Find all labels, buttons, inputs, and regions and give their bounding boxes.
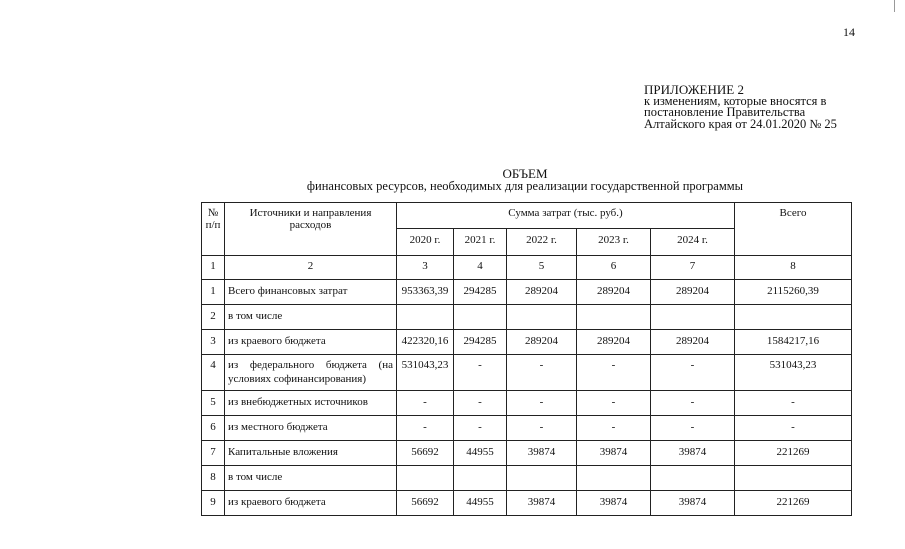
header-year: 2024 г. [651, 229, 735, 256]
row-num: 5 [202, 391, 225, 416]
row-value: - [577, 391, 651, 416]
row-value: 289204 [507, 280, 577, 305]
row-total [735, 466, 852, 491]
table-row [202, 491, 852, 516]
row-value: 294285 [454, 330, 507, 355]
row-value: 56692 [397, 491, 454, 516]
row-value: 289204 [507, 330, 577, 355]
appendix-line: постановление Правительства [644, 105, 806, 119]
row-value: - [651, 416, 735, 441]
table-row [202, 391, 852, 416]
row-name: Всего финансовых затрат [225, 280, 397, 305]
header-year: 2021 г. [454, 229, 507, 256]
row-num: 3 [202, 330, 225, 355]
row-total: 2115260,39 [735, 280, 852, 305]
table-row [202, 305, 852, 330]
row-value: 289204 [651, 330, 735, 355]
row-value: 44955 [454, 441, 507, 466]
header-sum: Сумма затрат (тыс. руб.) [397, 203, 735, 229]
row-num: 7 [202, 441, 225, 466]
row-value: 289204 [577, 330, 651, 355]
page-number: 14 [843, 25, 855, 39]
row-value: - [397, 416, 454, 441]
header-year: 2023 г. [577, 229, 651, 256]
row-name: в том числе [225, 305, 397, 330]
row-value: - [577, 416, 651, 441]
column-index: 8 [735, 256, 852, 280]
row-value: - [651, 355, 735, 391]
row-name: из федерального бюджета (на условиях софинансирования) [225, 355, 397, 391]
row-value: - [577, 355, 651, 391]
table-row [202, 416, 852, 441]
header-year: 2020 г. [397, 229, 454, 256]
row-value [651, 305, 735, 330]
financial-table [201, 202, 852, 516]
row-num: 2 [202, 305, 225, 330]
appendix-line: к изменениям, которые вносятся в [644, 93, 827, 108]
row-value: - [454, 416, 507, 441]
row-value [397, 466, 454, 491]
row-value [454, 466, 507, 491]
column-index: 1 [202, 256, 225, 280]
row-total: 1584217,16 [735, 330, 852, 355]
row-name: из краевого бюджета [225, 330, 397, 355]
appendix-title: ПРИЛОЖЕНИЕ 2 [644, 82, 744, 97]
row-value [577, 305, 651, 330]
column-index: 6 [577, 256, 651, 280]
row-value: - [507, 416, 577, 441]
appendix-line: Алтайского края от 24.01.2020 № 25 [644, 116, 837, 131]
row-value: 953363,39 [397, 280, 454, 305]
row-value: 422320,16 [397, 330, 454, 355]
row-value: - [507, 391, 577, 416]
header-row [202, 203, 852, 229]
row-value: 294285 [454, 280, 507, 305]
table-row [202, 466, 852, 491]
row-num: 6 [202, 416, 225, 441]
row-value [507, 466, 577, 491]
column-index: 4 [454, 256, 507, 280]
header-num: № п/п [202, 203, 225, 256]
document-title-line1: ОБЪЕМ [502, 166, 548, 181]
row-value: 39874 [507, 441, 577, 466]
row-value: 39874 [577, 441, 651, 466]
column-index-row [202, 256, 852, 280]
row-value: 39874 [651, 441, 735, 466]
row-name: из краевого бюджета [225, 491, 397, 516]
appendix-block [644, 84, 837, 130]
row-value [454, 305, 507, 330]
row-value: 289204 [651, 280, 735, 305]
table-row [202, 441, 852, 466]
row-name: Капитальные вложения [225, 441, 397, 466]
row-value [577, 466, 651, 491]
row-value: 39874 [651, 491, 735, 516]
row-value [507, 305, 577, 330]
column-index: 2 [225, 256, 397, 280]
row-total [735, 305, 852, 330]
table-row [202, 330, 852, 355]
row-value: - [454, 391, 507, 416]
row-name: из внебюджетных источников [225, 391, 397, 416]
corner-mark [894, 0, 895, 12]
header-source: Источники и направления расходов [225, 203, 397, 256]
row-value: 289204 [577, 280, 651, 305]
row-num: 9 [202, 491, 225, 516]
row-name: из местного бюджета [225, 416, 397, 441]
document-title [200, 168, 850, 192]
header-year: 2022 г. [507, 229, 577, 256]
row-total: 221269 [735, 491, 852, 516]
table-row [202, 280, 852, 305]
column-index: 3 [397, 256, 454, 280]
row-value: - [651, 391, 735, 416]
row-total: - [735, 391, 852, 416]
row-total: 531043,23 [735, 355, 852, 391]
table-row [202, 355, 852, 391]
row-num: 8 [202, 466, 225, 491]
row-num: 1 [202, 280, 225, 305]
document-title-line2: финансовых ресурсов, необходимых для реализации государственной программы [306, 179, 744, 193]
row-value: 44955 [454, 491, 507, 516]
row-value: - [397, 391, 454, 416]
row-total: 221269 [735, 441, 852, 466]
row-value: 531043,23 [397, 355, 454, 391]
row-name: в том числе [225, 466, 397, 491]
column-index: 5 [507, 256, 577, 280]
row-value: 39874 [507, 491, 577, 516]
row-num: 4 [202, 355, 225, 391]
header-total: Всего [735, 203, 852, 256]
row-value: 56692 [397, 441, 454, 466]
row-value: - [507, 355, 577, 391]
row-value [651, 466, 735, 491]
column-index: 7 [651, 256, 735, 280]
row-total: - [735, 416, 852, 441]
row-value: - [454, 355, 507, 391]
row-value [397, 305, 454, 330]
row-value: 39874 [577, 491, 651, 516]
